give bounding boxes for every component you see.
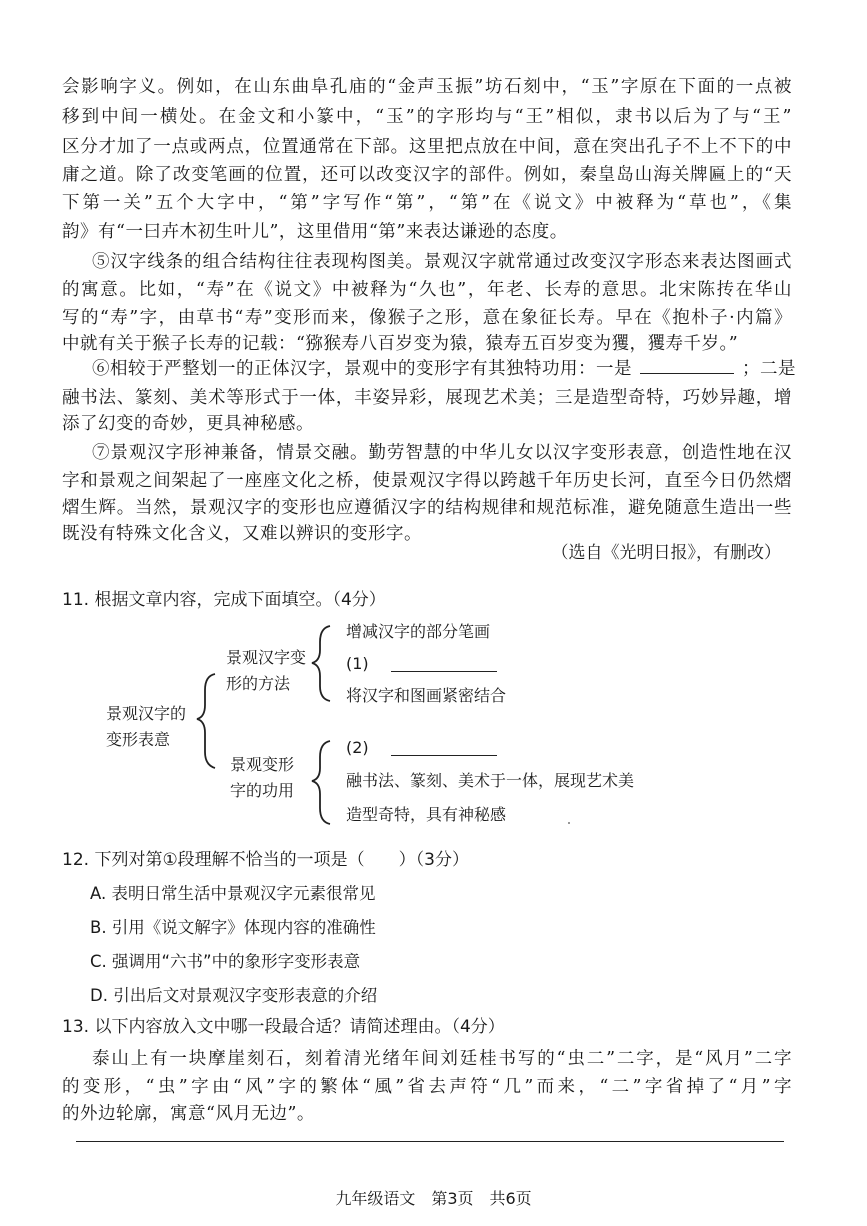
diagram-function-label xyxy=(230,752,294,804)
option-a[interactable]: A. 表明日常生活中景观汉字元素很常见 xyxy=(90,884,376,903)
passage-line: 添了幻变的奇妙，更具神秘感。 xyxy=(62,414,314,434)
function-item: 融书法、篆刻、美术于一体，展现艺术美 xyxy=(346,771,635,790)
method-brace xyxy=(312,626,330,701)
method-item: 增减汉字的部分笔画 xyxy=(346,622,491,641)
diagram-method-line: 景观汉字变 xyxy=(226,648,307,667)
blank-number: (2) xyxy=(346,738,369,757)
passage-line: 区分才加了一点或两点，位置通常在下部。这里把点放在中间，意在突出孔子不上不下的中 xyxy=(62,137,792,157)
function-item: 造型奇特，具有神秘感 xyxy=(346,805,507,824)
question-11-prompt: 11. 根据文章内容，完成下面填空。（4分） xyxy=(62,590,386,610)
question-12-prompt: 12. 下列对第①段理解不恰当的一项是（ ）（3分） xyxy=(62,850,469,870)
passage-line: 韵》有“一曰卉木初生叶儿”，这里借用“第”来表达谦逊的态度。 xyxy=(62,222,568,242)
q13-material-line: 的外边轮廓，寓意“风月无边”。 xyxy=(62,1104,315,1124)
passage-line: 庸之道。除了改变笔画的位置，还可以改变汉字的部件。例如，秦皇岛山海关牌匾上的“天 xyxy=(62,165,792,185)
diagram-method-line: 形的方法 xyxy=(226,674,291,693)
q13-material-line: 的变形，“虫”字由“风”字的繁体“風”省去声符“几”而来，“二”字省掉了“月”字 xyxy=(62,1077,792,1097)
diagram-method-label xyxy=(226,645,306,697)
passage-line: 会影响字义。例如，在山东曲阜孔庙的“金声玉振”坊石刻中，“玉”字原在下面的一点被 xyxy=(62,77,792,97)
passage-source: （选自《光明日报》，有删改） xyxy=(551,543,781,563)
passage-line: 既没有特殊文化含义，又难以辨识的变形字。 xyxy=(62,524,422,544)
page-footer: 九年级语文 第3页 共6页 xyxy=(335,1189,532,1208)
passage-line: 写的“寿”字，由草书“寿”变形而来，像猴子之形，意在象征长寿。早在《抱朴子·内篇》 xyxy=(62,308,792,328)
passage-text: ⑥相较于严整划一的正体汉字，景观中的变形字有其独特功用：一是 xyxy=(92,359,632,379)
diagram-root-line: 变形表意 xyxy=(106,730,171,749)
option-c[interactable]: C. 强调用“六书”中的象形字变形表意 xyxy=(90,952,361,971)
q13-material-line: 泰山上有一块摩崖刻石，刻着清光绪年间刘廷桂书写的“虫二”二字，是“风月”二字 xyxy=(92,1049,792,1069)
diagram-root-line: 景观汉字的 xyxy=(106,704,187,723)
method-item-blank xyxy=(346,651,497,677)
answer-blank[interactable] xyxy=(391,741,497,756)
root-brace xyxy=(197,674,215,768)
passage-line: 熠生辉。当然，景观汉字的变形也应遵循汉字的结构规律和规范标准，避免随意生造出一些 xyxy=(62,498,792,518)
passage-line: 的寓意。比如，“寿”在《说文》中被释为“久也”，年老、长寿的意思。北宋陈抟在华山 xyxy=(62,280,792,300)
passage-line: 中就有关于猴子长寿的记载：“猕猴寿八百岁变为猿，猿寿五百岁变为玃，玃寿千岁。” xyxy=(62,334,739,354)
passage-line: ⑦景观汉字形神兼备，情景交融。勤劳智慧的中华儿女以汉字变形表意，创造性地在汉 xyxy=(92,443,792,463)
passage-line: 下第一关”五个大字中，“第”字写作“第”，“第”在《说文》中被释为“草也”，《集 xyxy=(62,193,792,213)
diagram-function-line: 景观变形 xyxy=(230,755,295,774)
diagram-function-line: 字的功用 xyxy=(230,781,295,800)
passage-line: 融书法、篆刻、美术等形式于一体，丰姿异彩，展现艺术美；三是造型奇特，巧妙异趣，增 xyxy=(62,388,792,408)
question-13-prompt: 13. 以下内容放入文中哪一段最合适？请简述理由。（4分） xyxy=(62,1017,505,1037)
diagram-root-label xyxy=(106,701,186,753)
function-brace xyxy=(312,741,330,824)
passage-line: ⑤汉字线条的组合结构往往表现构图美。景观汉字就常通过改变汉字形态来表达图画式 xyxy=(92,252,792,272)
function-item-blank xyxy=(346,735,497,761)
option-d[interactable]: D. 引出后文对景观汉字变形表意的介绍 xyxy=(90,986,378,1005)
answer-rule-line xyxy=(76,1141,784,1142)
passage-line: 移到中间一横处。在金文和小篆中，“玉”的字形均与“王”相似，隶书以后为了与“王” xyxy=(62,107,792,127)
answer-blank[interactable] xyxy=(391,657,497,672)
passage-line: 字和景观之间架起了一座座文化之桥，使景观汉字得以跨越千年历史长河，直至今日仍然熠 xyxy=(62,471,792,491)
blank-number: (1) xyxy=(346,654,369,673)
method-item: 将汉字和图画紧密结合 xyxy=(346,686,507,705)
passage-text: ；二是 xyxy=(742,359,796,379)
option-b[interactable]: B. 引用《说文解字》体现内容的准确性 xyxy=(90,918,376,937)
scan-speck xyxy=(568,822,570,824)
